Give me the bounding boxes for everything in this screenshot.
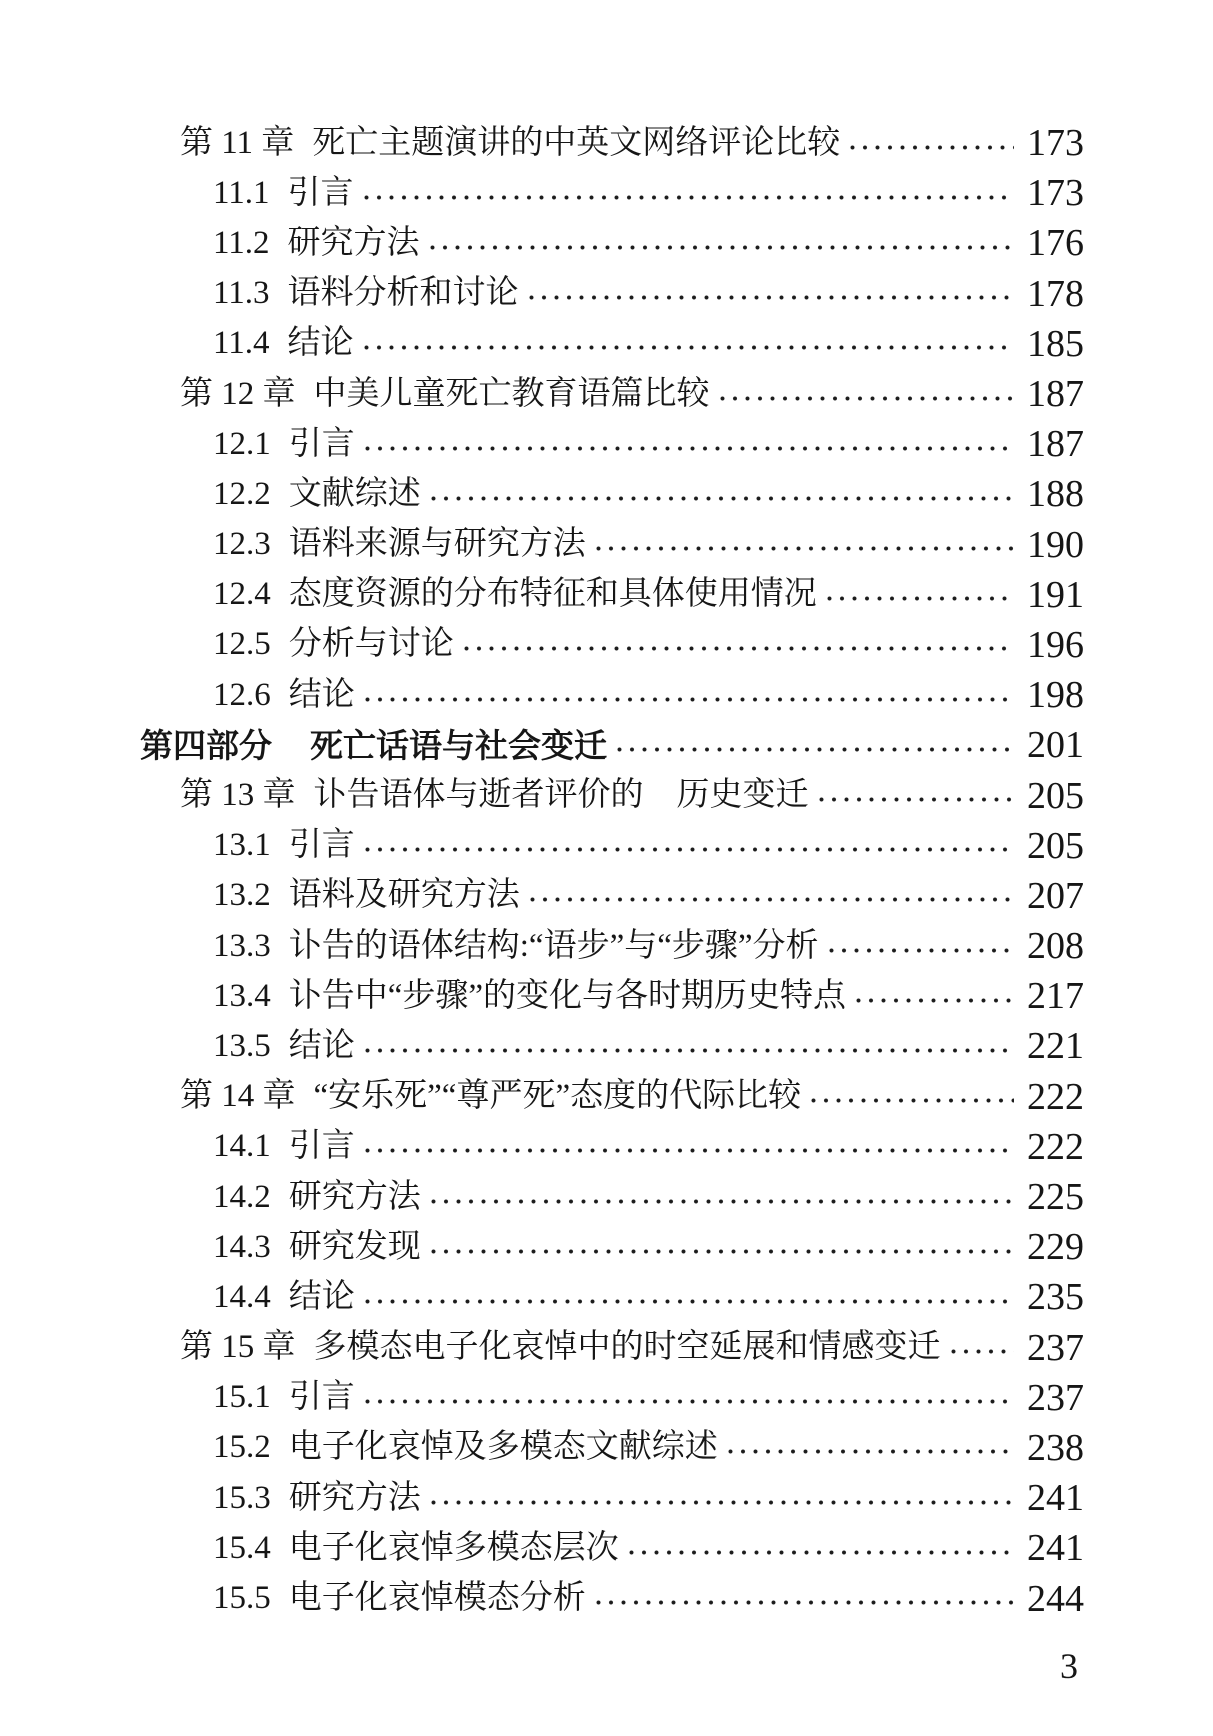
dot-leader (850, 145, 1014, 150)
toc-entry (140, 469, 1084, 519)
toc-entry-title: 讣告语体与逝者评价的 历史变迁 (313, 777, 809, 814)
toc-entry-number: 12.3 (213, 526, 271, 563)
toc-entry (140, 921, 1084, 971)
toc-entry-title: 研究方法 (287, 224, 420, 261)
toc-entry (140, 971, 1084, 1021)
toc-entry-title: 结论 (287, 325, 354, 362)
dot-leader (430, 245, 1014, 250)
dot-leader (365, 1148, 1014, 1153)
toc-entry (140, 770, 1084, 820)
toc-entry-number: 15.2 (213, 1429, 271, 1466)
toc-entry-page: 201 (1027, 724, 1084, 767)
toc-entry-title: 死亡主题演讲的中英文网络评论比较 (312, 124, 841, 161)
toc-entry-number: 11.1 (213, 174, 270, 211)
toc-entry-title: 结论 (288, 1027, 355, 1064)
toc-entry (140, 369, 1084, 419)
toc-entry (140, 269, 1084, 319)
toc-entry-page: 208 (1027, 925, 1084, 968)
dot-leader (431, 496, 1014, 501)
toc-entry-page: 235 (1027, 1276, 1084, 1319)
toc-entry-title: 多模态电子化哀悼中的时空延展和情感变迁 (313, 1329, 941, 1366)
toc-entry (140, 1272, 1084, 1322)
toc-entry-title: 研究方法 (288, 1178, 421, 1215)
dot-leader (596, 546, 1014, 551)
toc-entry (140, 1573, 1084, 1623)
dot-leader (364, 195, 1014, 200)
toc-entry-page: 221 (1027, 1025, 1084, 1068)
toc-entry-title: 结论 (288, 1278, 355, 1315)
toc-entry (140, 620, 1084, 670)
toc-entry-number: 15.4 (213, 1529, 271, 1566)
toc-entry-number: 第 12 章 (180, 375, 296, 412)
toc-entry-title: 讣告中“步骤”的变化与各时期历史特点 (288, 977, 847, 1014)
toc-entry-title: 电子化哀悼及多模态文献综述 (288, 1429, 718, 1466)
toc-entry-page: 205 (1027, 774, 1084, 817)
dot-leader (365, 1299, 1014, 1304)
toc-entry-number: 14.3 (213, 1228, 271, 1265)
toc-entry-title: 引言 (288, 1379, 355, 1416)
toc-entry-number: 13.1 (213, 827, 271, 864)
toc-entry-number: 第 14 章 (180, 1078, 296, 1115)
toc-entry (140, 1373, 1084, 1423)
dot-leader (365, 847, 1014, 852)
toc-entry-number: 11.4 (213, 325, 270, 362)
dot-leader (365, 446, 1014, 451)
toc-entry-page: 237 (1027, 1326, 1084, 1369)
dot-leader (530, 897, 1014, 902)
toc-entry (140, 670, 1084, 720)
toc-entry-page: 190 (1027, 523, 1084, 566)
dot-leader (431, 1199, 1014, 1204)
dot-leader (364, 345, 1014, 350)
toc-entry (140, 218, 1084, 268)
toc-entry (140, 1122, 1084, 1172)
toc-entry-page: 187 (1027, 373, 1084, 416)
toc-entry (140, 1222, 1084, 1272)
toc-entry-page: 238 (1027, 1426, 1084, 1469)
toc-entry-page: 207 (1027, 874, 1084, 917)
toc-entry (140, 821, 1084, 871)
dot-leader (829, 948, 1014, 953)
toc-entry-page: 205 (1027, 824, 1084, 867)
toc-entry-number: 12.2 (213, 475, 271, 512)
toc-entry-title: 研究方法 (288, 1479, 421, 1516)
toc-entry-page: 173 (1027, 172, 1084, 215)
toc-entry (140, 570, 1084, 620)
toc-entry-number: 第 11 章 (180, 124, 295, 161)
toc-entry (140, 520, 1084, 570)
toc-entry-number: 13.4 (213, 977, 271, 1014)
toc-entry-number: 15.5 (213, 1580, 271, 1617)
toc-entry-title: 电子化哀悼多模态层次 (288, 1529, 619, 1566)
toc-entry-page: 244 (1027, 1577, 1084, 1620)
toc-entry-number: 第 15 章 (180, 1329, 296, 1366)
folio-page-number: 3 (1060, 1646, 1078, 1686)
toc-entry-number: 15.3 (213, 1479, 271, 1516)
dot-leader (431, 1249, 1014, 1254)
toc-entry-page: 229 (1027, 1226, 1084, 1269)
dot-leader (529, 295, 1014, 300)
toc-entry-page: 178 (1027, 272, 1084, 315)
toc-entry-page: 241 (1027, 1527, 1084, 1570)
toc-entry (140, 1323, 1084, 1373)
toc-entry-number: 14.4 (213, 1278, 271, 1315)
toc-entry-title: 语料分析和讨论 (287, 275, 519, 312)
toc-entry (140, 720, 1084, 770)
toc-entry-page: 222 (1027, 1075, 1084, 1118)
toc-entry-number: 第四部分 (140, 726, 272, 764)
dot-leader (629, 1550, 1014, 1555)
toc-entry-number: 14.2 (213, 1178, 271, 1215)
dot-leader (365, 1399, 1014, 1404)
toc-entry (140, 1523, 1084, 1573)
dot-leader (819, 797, 1015, 802)
dot-leader (464, 646, 1014, 651)
toc-entry (140, 1473, 1084, 1523)
toc-entry-title: 引言 (288, 425, 355, 462)
toc-entry-number: 11.3 (213, 275, 270, 312)
toc-entry-title: 态度资源的分布特征和具体使用情况 (288, 576, 817, 613)
toc-entry-number: 12.5 (213, 626, 271, 663)
dot-leader (365, 1048, 1014, 1053)
toc-entry-page: 217 (1027, 975, 1084, 1018)
toc-entry-title: 引言 (287, 174, 354, 211)
toc-entry-number: 13.2 (213, 877, 271, 914)
toc-entry-title: 语料来源与研究方法 (288, 526, 586, 563)
dot-leader (617, 747, 1014, 752)
toc-entry (140, 1072, 1084, 1122)
toc-entry (140, 1172, 1084, 1222)
toc-entry (140, 419, 1084, 469)
toc-entry (140, 118, 1084, 168)
toc-entry-title: “安乐死”“尊严死”态度的代际比较 (313, 1078, 802, 1115)
dot-leader (951, 1349, 1015, 1354)
dot-leader (431, 1500, 1014, 1505)
dot-leader (596, 1600, 1014, 1605)
dot-leader (365, 697, 1014, 702)
toc-entry-title: 结论 (288, 676, 355, 713)
dot-leader (856, 998, 1014, 1003)
dot-leader (728, 1449, 1014, 1454)
toc-entry (140, 1021, 1084, 1071)
page-footer (1060, 1645, 1078, 1687)
toc-entry-title: 文献综述 (288, 475, 421, 512)
toc-entry-number: 13.5 (213, 1027, 271, 1064)
toc-list (140, 118, 1084, 1624)
toc-entry-page: 222 (1027, 1125, 1084, 1168)
toc-entry-number: 11.2 (213, 224, 270, 261)
dot-leader (827, 596, 1014, 601)
toc-entry-page: 176 (1027, 222, 1084, 265)
toc-entry-number: 12.4 (213, 576, 271, 613)
toc-entry-number: 15.1 (213, 1379, 271, 1416)
toc-entry-page: 173 (1027, 122, 1084, 165)
toc-entry-title: 电子化哀悼模态分析 (288, 1580, 586, 1617)
toc-entry (140, 319, 1084, 369)
toc-entry (140, 168, 1084, 218)
toc-entry-number: 13.3 (213, 927, 271, 964)
toc-entry-page: 241 (1027, 1477, 1084, 1520)
toc-entry-number: 12.6 (213, 676, 271, 713)
toc-entry-page: 198 (1027, 674, 1084, 717)
toc-entry-title: 中美儿童死亡教育语篇比较 (313, 375, 710, 412)
toc-entry-page: 196 (1027, 623, 1084, 666)
toc-entry-title: 讣告的语体结构:“语步”与“步骤”分析 (288, 927, 819, 964)
toc-entry-title: 语料及研究方法 (288, 877, 520, 914)
toc-entry-page: 185 (1027, 322, 1084, 365)
toc-entry (140, 1423, 1084, 1473)
toc-entry-number: 第 13 章 (180, 777, 296, 814)
dot-leader (720, 396, 1015, 401)
toc-entry-page: 188 (1027, 473, 1084, 516)
toc-entry-page: 187 (1027, 423, 1084, 466)
toc-entry-title: 分析与讨论 (288, 626, 454, 663)
toc-entry-number: 14.1 (213, 1128, 271, 1165)
toc-entry-title: 研究发现 (288, 1228, 421, 1265)
toc-entry-title: 死亡话语与社会变迁 (310, 726, 607, 764)
toc-entry-title: 引言 (288, 827, 355, 864)
dot-leader (811, 1098, 1014, 1103)
toc-entry-page: 225 (1027, 1176, 1084, 1219)
toc-entry-number: 12.1 (213, 425, 271, 462)
toc-entry (140, 871, 1084, 921)
toc-entry-page: 237 (1027, 1376, 1084, 1419)
toc-entry-title: 引言 (288, 1128, 355, 1165)
toc-entry-page: 191 (1027, 573, 1084, 616)
